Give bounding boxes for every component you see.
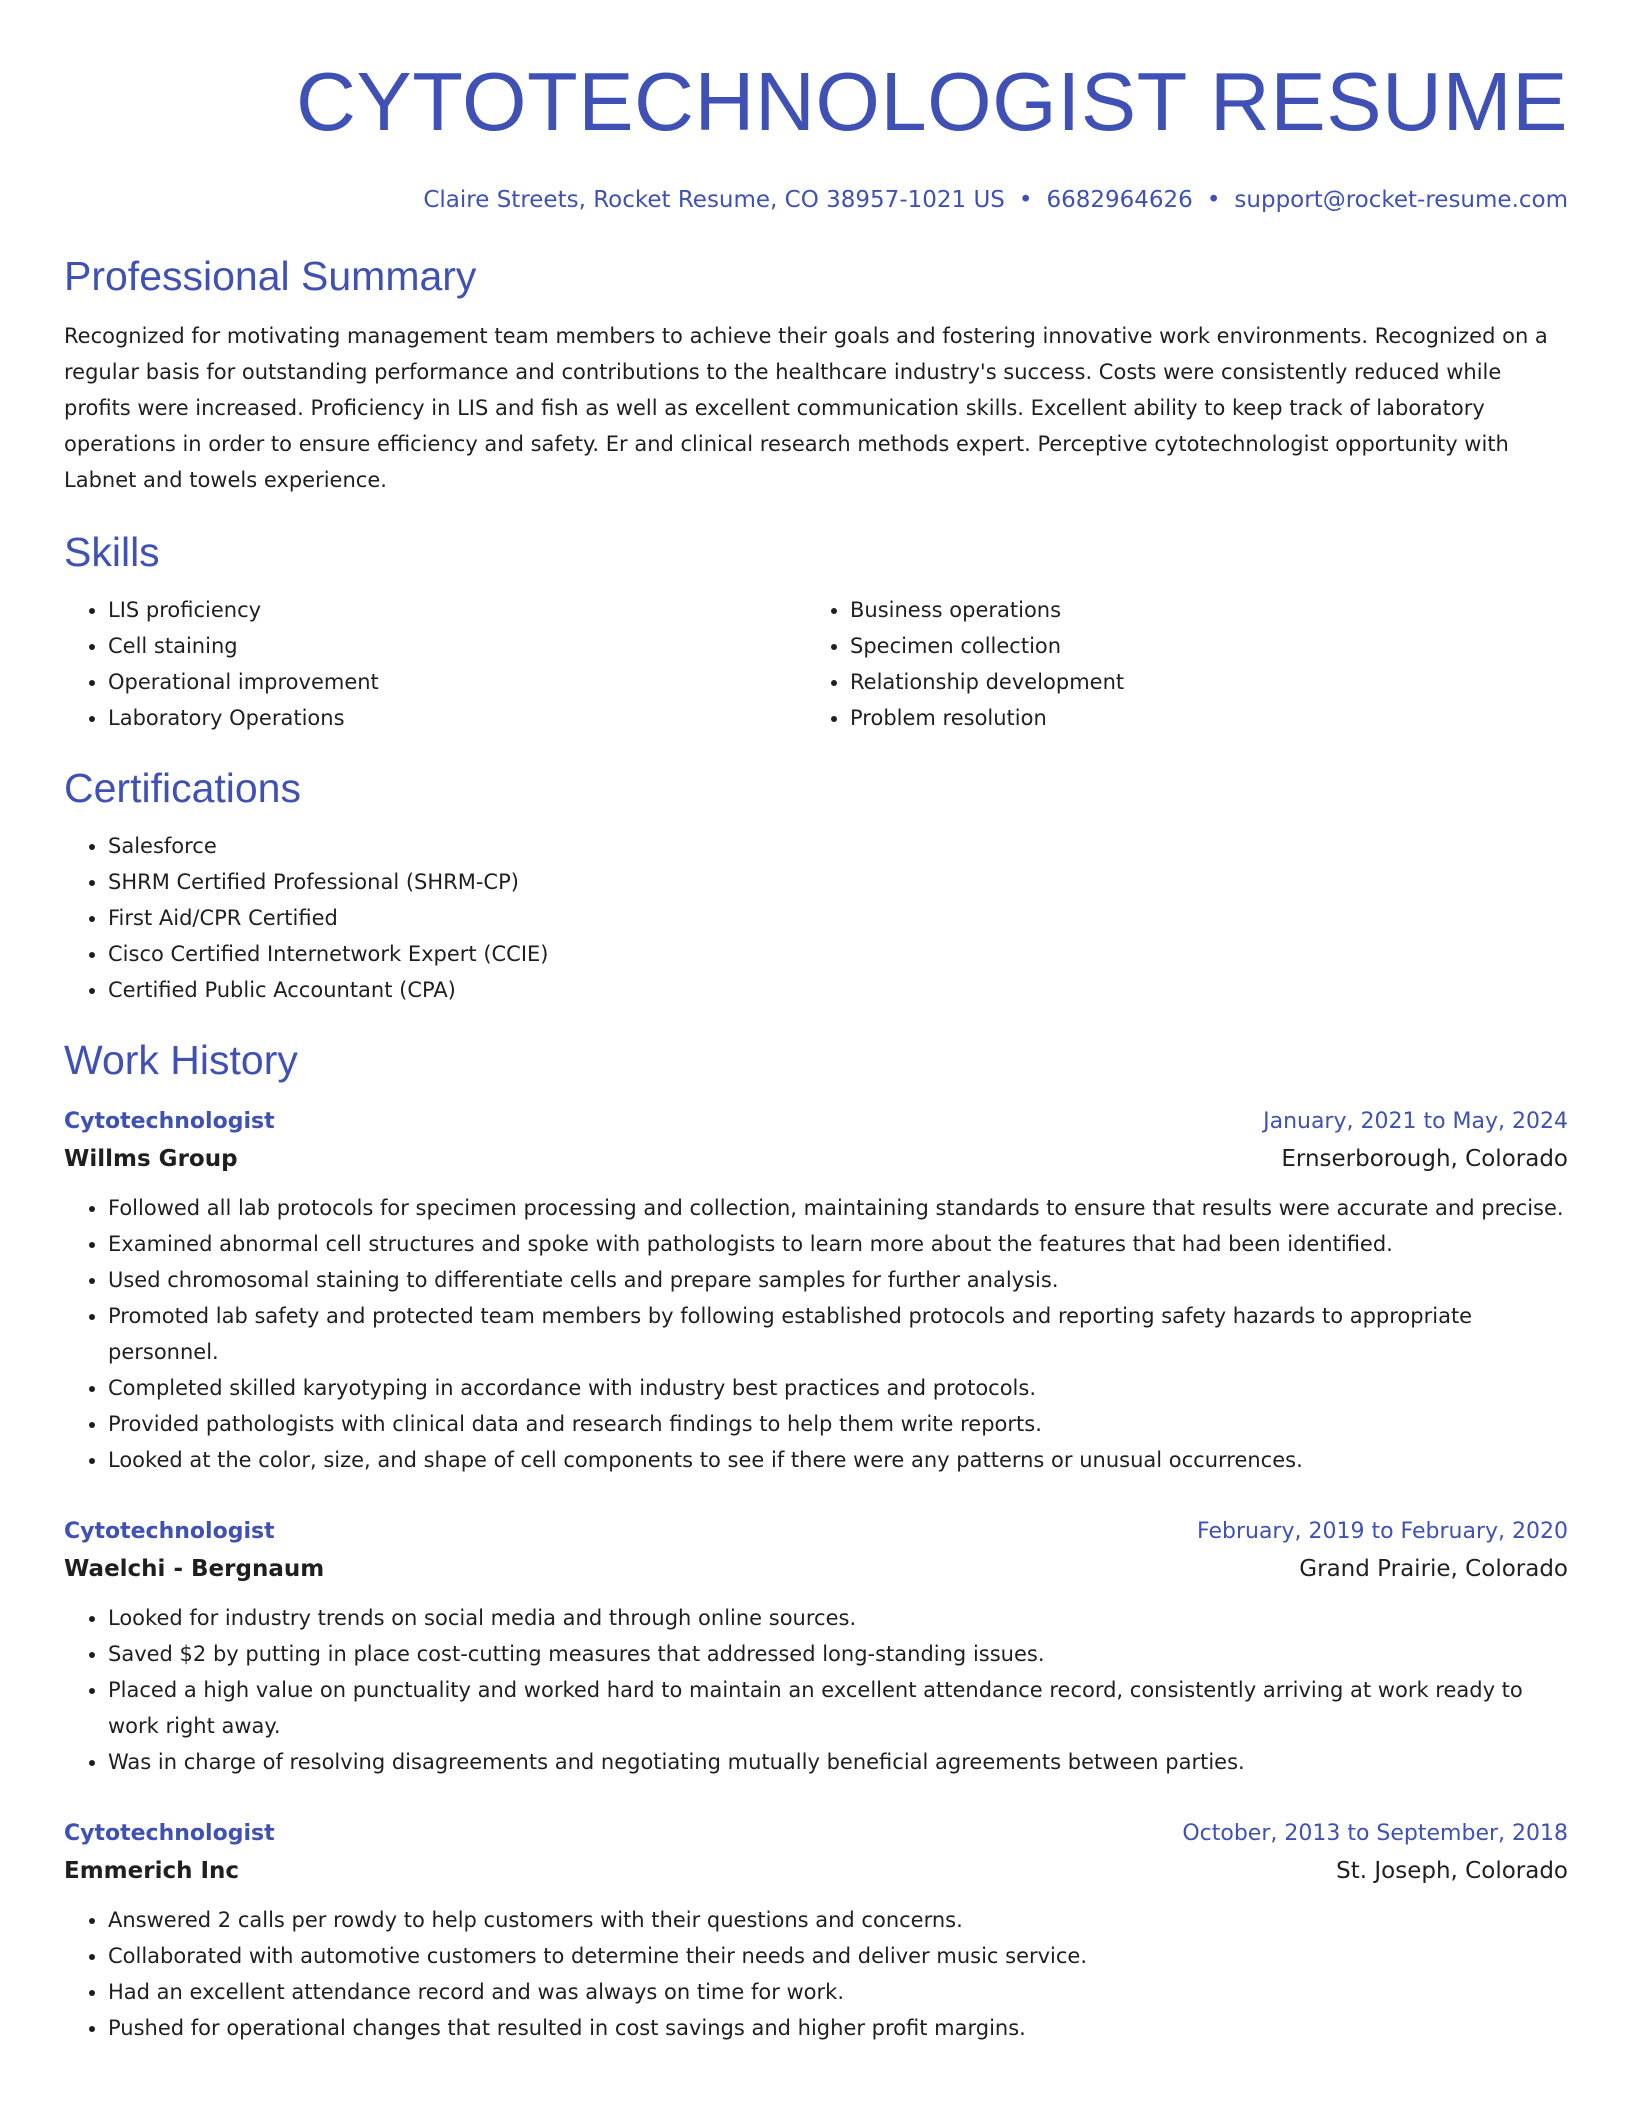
job-subheader (64, 1852, 1568, 1890)
job-company: Willms Group (64, 1146, 238, 1172)
job-company: Waelchi - Bergnaum (64, 1556, 325, 1582)
skill-item: • Cell staining (108, 628, 806, 664)
job-dates: October, 2013 to September, 2018 (1182, 1821, 1568, 1846)
job-header (64, 1816, 1568, 1852)
job-bullet: • Promoted lab safety and protected team members by following established protocols and reporting safety hazards to appropriate personnel. (108, 1298, 1568, 1370)
skill-item: • Operational improvement (108, 664, 806, 700)
contact-email: support@rocket-resume.com (1234, 187, 1568, 213)
skill-item: • Specimen collection (850, 628, 1548, 664)
work-history-heading: Work History (64, 1037, 298, 1083)
job-header (64, 1514, 1568, 1550)
skill-item: • Problem resolution (850, 700, 1548, 736)
job-subheader (64, 1550, 1568, 1588)
job-dates: January, 2021 to May, 2024 (1263, 1109, 1568, 1134)
summary-text: Recognized for motivating management team members to achieve their goals and fostering innovative work environments. Recognized on a regular basis for outstanding performance and contributions to the healthcare industry's success. Costs were consistently reduced while profits were increased. Proficiency in LIS and fish as well as excellent communication skills. Excellent ability to keep track of laboratory operations in order to ensure efficiency and safety. Er and clinical research methods expert. Perceptive cytotechnologist opportunity with Labnet and towels experience. (64, 324, 1548, 492)
skill-item: • Relationship development (850, 664, 1548, 700)
job-entry (64, 1514, 1568, 1780)
job-bullet: • Pushed for operational changes that resulted in cost savings and higher profit margins. (108, 2010, 1568, 2046)
job-bullet: • Used chromosomal staining to differentiate cells and prepare samples for further analysis. (108, 1262, 1568, 1298)
job-dates: February, 2019 to February, 2020 (1197, 1519, 1568, 1544)
job-entry (64, 1104, 1568, 1478)
skill-item: • Laboratory Operations (108, 700, 806, 736)
contact-separator: • (1018, 187, 1033, 213)
skills-list-right (806, 592, 1548, 736)
job-bullet: • Placed a high value on punctuality and worked hard to maintain an excellent attendance record, consistently arriving at work ready to work right away. (108, 1672, 1568, 1744)
contact-address: Claire Streets, Rocket Resume, CO 38957-1021 US (423, 187, 1005, 213)
skills-heading: Skills (64, 529, 160, 575)
job-role: Cytotechnologist (64, 1821, 275, 1846)
certifications-heading: Certifications (64, 765, 301, 811)
job-bullet: • Followed all lab protocols for specimen processing and collection, maintaining standards to ensure that results were accurate and precise. (108, 1190, 1568, 1226)
job-bullets (64, 1902, 1568, 2046)
job-bullet: • Provided pathologists with clinical data and research findings to help them write reports. (108, 1406, 1568, 1442)
job-location: Grand Prairie, Colorado (1299, 1556, 1568, 1582)
skills-column-right (806, 592, 1548, 736)
certification-item: • Salesforce (108, 828, 1568, 864)
job-bullet: • Looked at the color, size, and shape of cell components to see if there were any patterns or unusual occurrences. (108, 1442, 1568, 1478)
certification-item: • First Aid/CPR Certified (108, 900, 1568, 936)
job-bullet: • Saved $2 by putting in place cost-cutting measures that addressed long-standing issues. (108, 1636, 1568, 1672)
job-bullet: • Examined abnormal cell structures and spoke with pathologists to learn more about the features that had been identified. (108, 1226, 1568, 1262)
resume-title: CYTOTECHNOLOGIST RESUME (295, 55, 1568, 148)
job-role: Cytotechnologist (64, 1109, 275, 1134)
job-bullet: • Was in charge of resolving disagreements and negotiating mutually beneficial agreements between parties. (108, 1744, 1568, 1780)
job-entry (64, 1816, 1568, 2046)
certification-item: • Certified Public Accountant (CPA) (108, 972, 1568, 1008)
skill-item: • LIS proficiency (108, 592, 806, 628)
job-bullet: • Collaborated with automotive customers to determine their needs and deliver music service. (108, 1938, 1568, 1974)
job-bullet: • Answered 2 calls per rowdy to help customers with their questions and concerns. (108, 1902, 1568, 1938)
skills-column-left (64, 592, 806, 736)
job-header (64, 1104, 1568, 1140)
certification-item: • SHRM Certified Professional (SHRM-CP) (108, 864, 1568, 900)
job-bullet: • Looked for industry trends on social media and through online sources. (108, 1600, 1568, 1636)
summary-heading: Professional Summary (64, 253, 477, 299)
contact-separator: • (1206, 187, 1221, 213)
skills-list-left (64, 592, 806, 736)
certification-item: • Cisco Certified Internetwork Expert (CCIE) (108, 936, 1568, 972)
job-bullet: • Had an excellent attendance record and was always on time for work. (108, 1974, 1568, 2010)
contact-line (64, 184, 1568, 216)
job-location: Ernserborough, Colorado (1281, 1146, 1568, 1172)
job-bullets (64, 1190, 1568, 1478)
job-location: St. Joseph, Colorado (1336, 1858, 1568, 1884)
contact-phone: 6682964626 (1046, 187, 1193, 213)
certifications-list (64, 828, 1568, 1008)
job-subheader (64, 1140, 1568, 1178)
job-bullets (64, 1600, 1568, 1780)
job-company: Emmerich Inc (64, 1858, 240, 1884)
skills-columns (64, 592, 1568, 736)
job-role: Cytotechnologist (64, 1519, 275, 1544)
job-bullet: • Completed skilled karyotyping in accordance with industry best practices and protocols. (108, 1370, 1568, 1406)
skill-item: • Business operations (850, 592, 1548, 628)
